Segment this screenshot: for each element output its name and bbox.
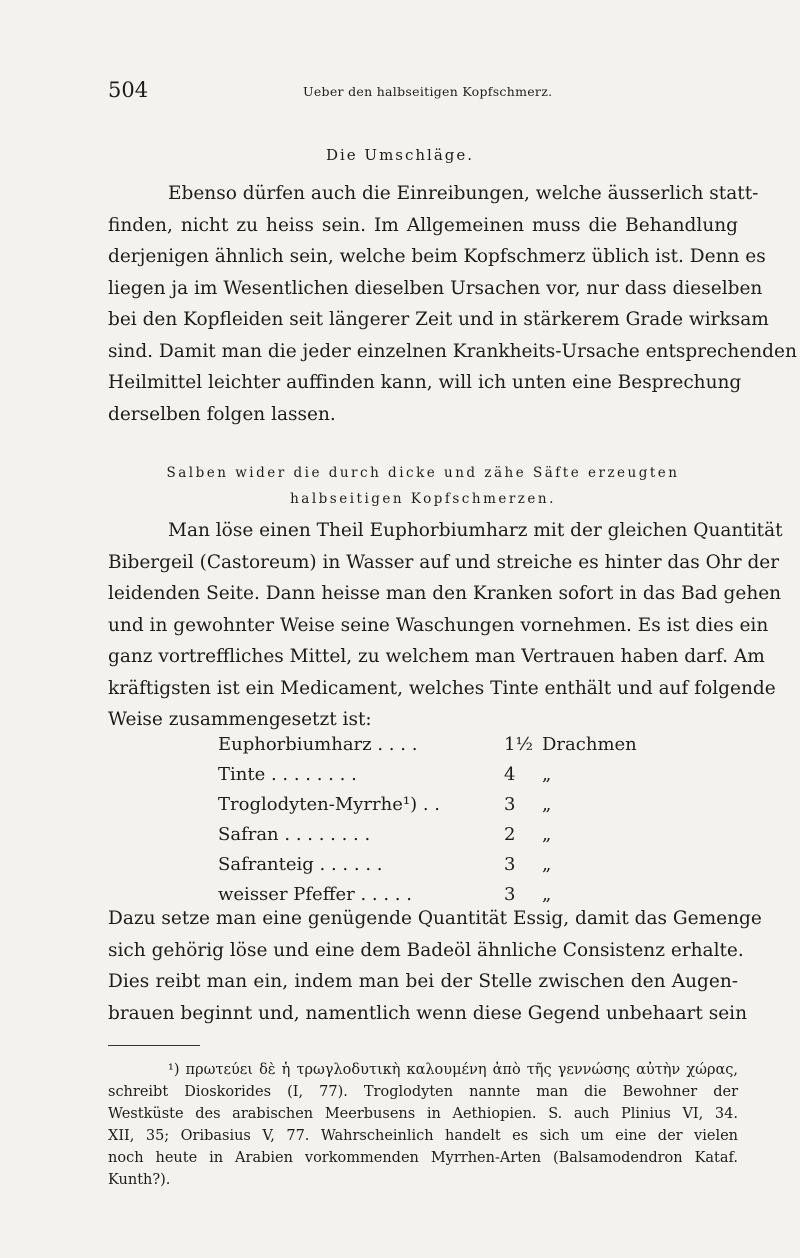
- recipe-quantity: 3: [504, 854, 516, 875]
- text-line: derjenigen ähnlich sein, welche beim Kopfschmerz üblich ist. Denn es: [108, 246, 766, 267]
- text-line: brauen beginnt und, namentlich wenn diese Gegend unbehaart sein: [108, 1002, 747, 1024]
- footnote-line: noch heute in Arabien vorkommenden Myrrhen-Arten (Balsamodendron Kataf.: [108, 1150, 738, 1166]
- recipe-ingredient: Tinte . . . . . . . .: [218, 764, 357, 785]
- text-line: leidenden Seite. Dann heisse man den Kranken sofort in das Bad gehen: [108, 583, 782, 604]
- recipe-ingredient: weisser Pfeffer . . . . .: [218, 884, 412, 905]
- text-line: Weise zusammengesetzt ist:: [108, 709, 372, 730]
- text-line: und in gewohnter Weise seine Waschungen vornehmen. Es ist dies ein: [108, 614, 769, 636]
- footnote-line: Westküste des arabischen Meerbusens in Aethiopien. S. auch Plinius VI, 34.: [108, 1106, 738, 1122]
- paragraph-essig: [108, 903, 762, 1029]
- recipe-row: [218, 854, 678, 884]
- footnote-divider: [108, 1045, 200, 1046]
- section-title: Die Umschläge.: [325, 146, 475, 164]
- recipe-row: [218, 764, 678, 794]
- recipe-unit: „: [542, 854, 552, 875]
- footnote-line: ¹) πρωτεύει δὲ ἡ τρωγλοδυτικὴ καλουμένη ἀπὸ τῆς γεννώσης αὐτὴν χώρας,: [168, 1062, 738, 1078]
- footnote-line: Kunth?).: [108, 1172, 171, 1188]
- text-line: liegen ja im Wesentlichen dieselben Ursachen vor, nur dass dieselben: [108, 277, 763, 299]
- text-line: Dazu setze man eine genügende Quantität Essig, damit das Gemenge: [108, 908, 762, 929]
- recipe-unit: Drachmen: [542, 734, 637, 755]
- recipe-table: [218, 734, 678, 914]
- paragraph-einreibungen: [108, 178, 797, 430]
- recipe-quantity: 1½: [504, 734, 533, 755]
- footnote-line: schreibt Dioskorides (I, 77). Troglodyten nannte man die Bewohner der: [108, 1084, 738, 1100]
- recipe-row: [218, 794, 678, 824]
- text-line: Heilmittel leichter auffinden kann, will ich unten eine Besprechung: [108, 372, 742, 393]
- subheading-line: halbseitigen Kopfschmerzen.: [290, 491, 556, 507]
- recipe-quantity: 3: [504, 884, 516, 905]
- text-line: Dies reibt man ein, indem man bei der Stelle zwischen den Augen-: [108, 971, 738, 992]
- text-line: bei den Kopfleiden seit längerer Zeit und in stärkerem Grade wirksam: [108, 309, 769, 330]
- page-header: [108, 78, 748, 108]
- footnote-line: XII, 35; Oribasius V, 77. Wahrscheinlich handelt es sich um eine der vielen: [108, 1128, 738, 1144]
- text-line: sind. Damit man die jeder einzelnen Krankheits-Ursache entsprechenden: [108, 340, 797, 362]
- recipe-unit: „: [542, 794, 552, 815]
- recipe-unit: „: [542, 824, 552, 845]
- text-line: ganz vortreffliches Mittel, zu welchem man Vertrauen haben darf. Am: [108, 646, 765, 667]
- recipe-quantity: 3: [504, 794, 516, 815]
- recipe-quantity: 2: [504, 824, 516, 845]
- running-title: Ueber den halbseitigen Kopfschmerz.: [303, 84, 553, 99]
- recipe-ingredient: Euphorbiumharz . . . .: [218, 734, 418, 755]
- text-line: Bibergeil (Castoreum) in Wasser auf und streiche es hinter das Ohr der: [108, 551, 780, 573]
- page-number: 504: [108, 78, 149, 102]
- text-line: sich gehörig löse und eine dem Badeöl ähnliche Consistenz erhalte.: [108, 939, 744, 961]
- text-line: kräftigsten ist ein Medicament, welches Tinte enthält und auf folgende: [108, 677, 776, 699]
- recipe-ingredient: Safran . . . . . . . .: [218, 824, 371, 845]
- text-line: derselben folgen lassen.: [108, 403, 336, 425]
- recipe-unit: „: [542, 764, 552, 785]
- recipe-quantity: 4: [504, 764, 516, 785]
- paragraph-salben: [108, 515, 783, 736]
- footnote: [108, 1059, 738, 1191]
- recipe-row: [218, 824, 678, 854]
- text-line: Ebenso dürfen auch die Einreibungen, welche äusserlich statt-: [168, 183, 759, 204]
- recipe-ingredient: Troglodyten-Myrrhe¹) . .: [218, 794, 440, 815]
- recipe-row: [218, 734, 678, 764]
- subheading-line: Salben wider die durch dicke und zähe Säfte erzeugten: [166, 465, 680, 481]
- text-line: finden, nicht zu heiss sein. Im Allgemeinen muss die Behandlung: [108, 214, 738, 236]
- text-line: Man löse einen Theil Euphorbiumharz mit der gleichen Quantität: [168, 520, 783, 541]
- recipe-ingredient: Safranteig . . . . . .: [218, 854, 383, 875]
- subheading: [108, 460, 738, 512]
- recipe-unit: „: [542, 884, 552, 905]
